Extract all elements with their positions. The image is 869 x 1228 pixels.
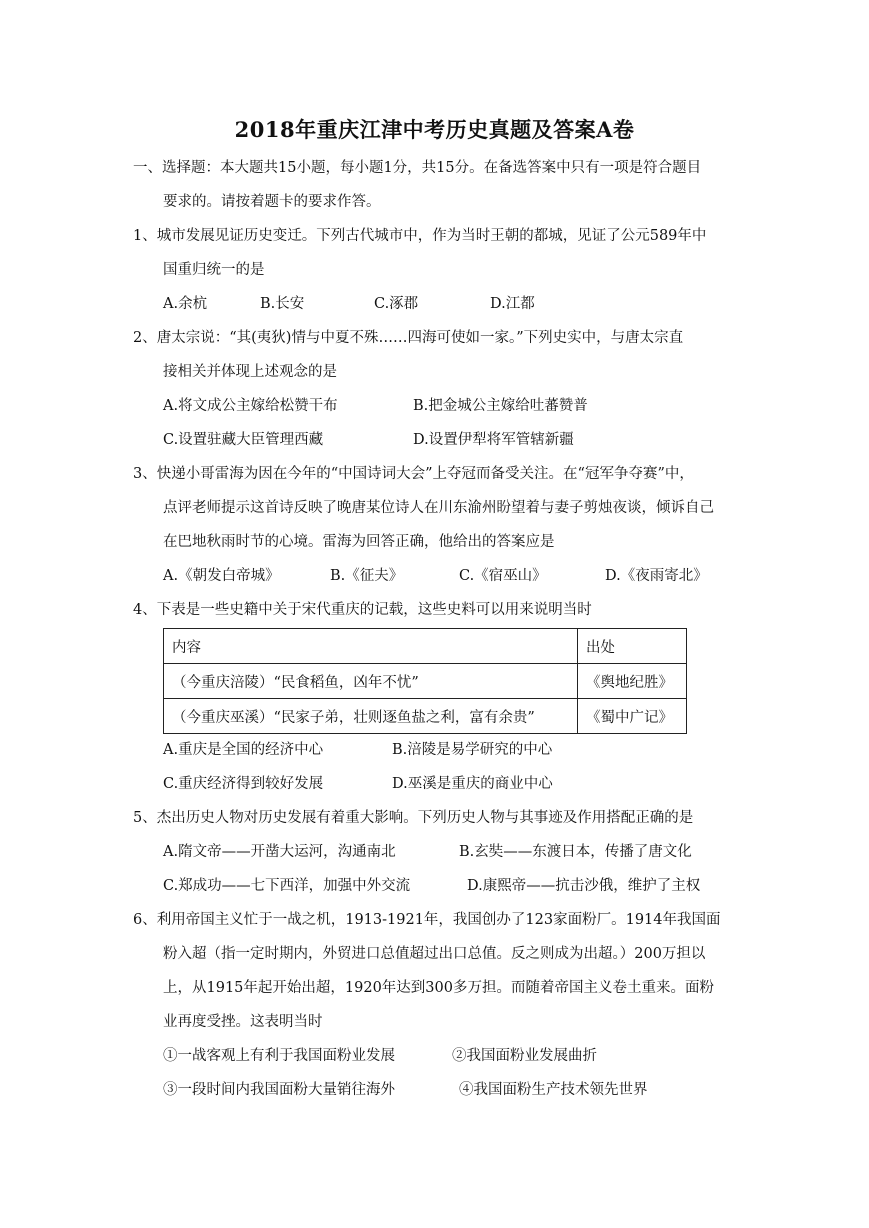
question-3-line1: 3、快递小哥雷海为因在今年的“中国诗词大会”上夺冠而备受关注。在“冠军争夺赛”中， [133, 466, 694, 482]
question-1-option-d: D.江都 [490, 296, 535, 312]
table-cell: （今重庆巫溪）“民家子弟，壮则逐鱼盐之利，富有余贵” [164, 699, 578, 734]
question-2-option-d: D.设置伊犁将军管辖新疆 [413, 432, 574, 448]
question-1-option-c: C.涿郡 [374, 296, 419, 312]
question-5-option-c: C.郑成功——七下西洋，加强中外交流 [163, 878, 411, 894]
question-5-option-a: A.隋文帝——开凿大运河，沟通南北 [163, 844, 396, 860]
source-table [163, 628, 687, 734]
question-2-option-b: B.把金城公主嫁给吐蕃赞普 [413, 398, 588, 414]
question-3-option-b: B.《征夫》 [330, 568, 404, 584]
question-4-option-a: A.重庆是全国的经济中心 [163, 742, 324, 758]
question-6-statement-3: ③一段时间内我国面粉大量销往海外 [163, 1082, 395, 1098]
question-2-option-c: C.设置驻藏大臣管理西藏 [163, 432, 324, 448]
table-cell: 《蜀中广记》 [578, 699, 687, 734]
section-instructions-line1: 一、选择题：本大题共15小题，每小题1分，共15分。在备选答案中只有一项是符合题目 [133, 160, 702, 176]
table-row [164, 664, 687, 699]
table-header-row [164, 629, 687, 664]
question-5-option-b: B.玄奘——东渡日本，传播了唐文化 [459, 844, 692, 860]
question-5-line1: 5、杰出历史人物对历史发展有着重大影响。下列历史人物与其事迹及作用搭配正确的是 [133, 810, 694, 826]
question-6-statement-4: ④我国面粉生产技术领先世界 [459, 1082, 648, 1098]
question-2-option-a: A.将文成公主嫁给松赞干布 [163, 398, 338, 414]
question-4-option-b: B.涪陵是易学研究的中心 [392, 742, 553, 758]
question-1-line1: 1、城市发展见证历史变迁。下列古代城市中，作为当时王朝的都城，见证了公元589年中 [133, 228, 707, 244]
question-3-line3: 在巴地秋雨时节的心境。雷海为回答正确，他给出的答案应是 [163, 534, 555, 550]
question-1-option-a: A.余杭 [163, 296, 208, 312]
question-6-line1: 6、利用帝国主义忙于一战之机，1913-1921年，我国创办了123家面粉厂。1914年我国面 [133, 912, 721, 928]
question-4-option-c: C.重庆经济得到较好发展 [163, 776, 324, 792]
page-title: 2018年重庆江津中考历史真题及答案A卷 [234, 117, 635, 142]
question-6-statement-1: ①一战客观上有利于我国面粉业发展 [163, 1048, 395, 1064]
question-4-line1: 4、下表是一些史籍中关于宋代重庆的记载，这些史料可以用来说明当时 [133, 602, 592, 618]
question-3-option-d: D.《夜雨寄北》 [605, 568, 708, 584]
question-4-option-d: D.巫溪是重庆的商业中心 [392, 776, 553, 792]
question-3-option-c: C.《宿巫山》 [459, 568, 547, 584]
table-cell: 《舆地纪胜》 [578, 664, 687, 699]
question-3-line2: 点评老师提示这首诗反映了晚唐某位诗人在川东渝州盼望着与妻子剪烛夜谈，倾诉自己 [163, 500, 714, 516]
table-row [164, 699, 687, 734]
question-2-line1: 2、唐太宗说：“其(夷狄)情与中夏不殊……四海可使如一家。”下列史实中，与唐太宗直 [133, 330, 684, 346]
question-1-line2: 国重归统一的是 [163, 262, 265, 278]
question-6-statement-2: ②我国面粉业发展曲折 [452, 1048, 597, 1064]
section-instructions-line2: 要求的。请按着题卡的要求作答。 [163, 194, 381, 210]
question-6-line3: 上，从1915年起开始出超，1920年达到300多万担。而随着帝国主义卷土重来。面粉 [163, 980, 714, 996]
table-header-cell: 出处 [578, 629, 687, 664]
question-6-line4: 业再度受挫。这表明当时 [163, 1014, 323, 1030]
table-header-cell: 内容 [164, 629, 578, 664]
question-6-line2: 粉入超（指一定时期内，外贸进口总值超过出口总值。反之则成为出超。）200万担以 [163, 946, 706, 962]
table-cell: （今重庆涪陵）“民食稻鱼，凶年不忧” [164, 664, 578, 699]
question-3-option-a: A.《朝发白帝城》 [163, 568, 280, 584]
question-2-line2: 接相关并体现上述观念的是 [163, 364, 337, 380]
question-5-option-d: D.康熙帝——抗击沙俄，维护了主权 [467, 878, 701, 894]
question-1-option-b: B.长安 [260, 296, 305, 312]
